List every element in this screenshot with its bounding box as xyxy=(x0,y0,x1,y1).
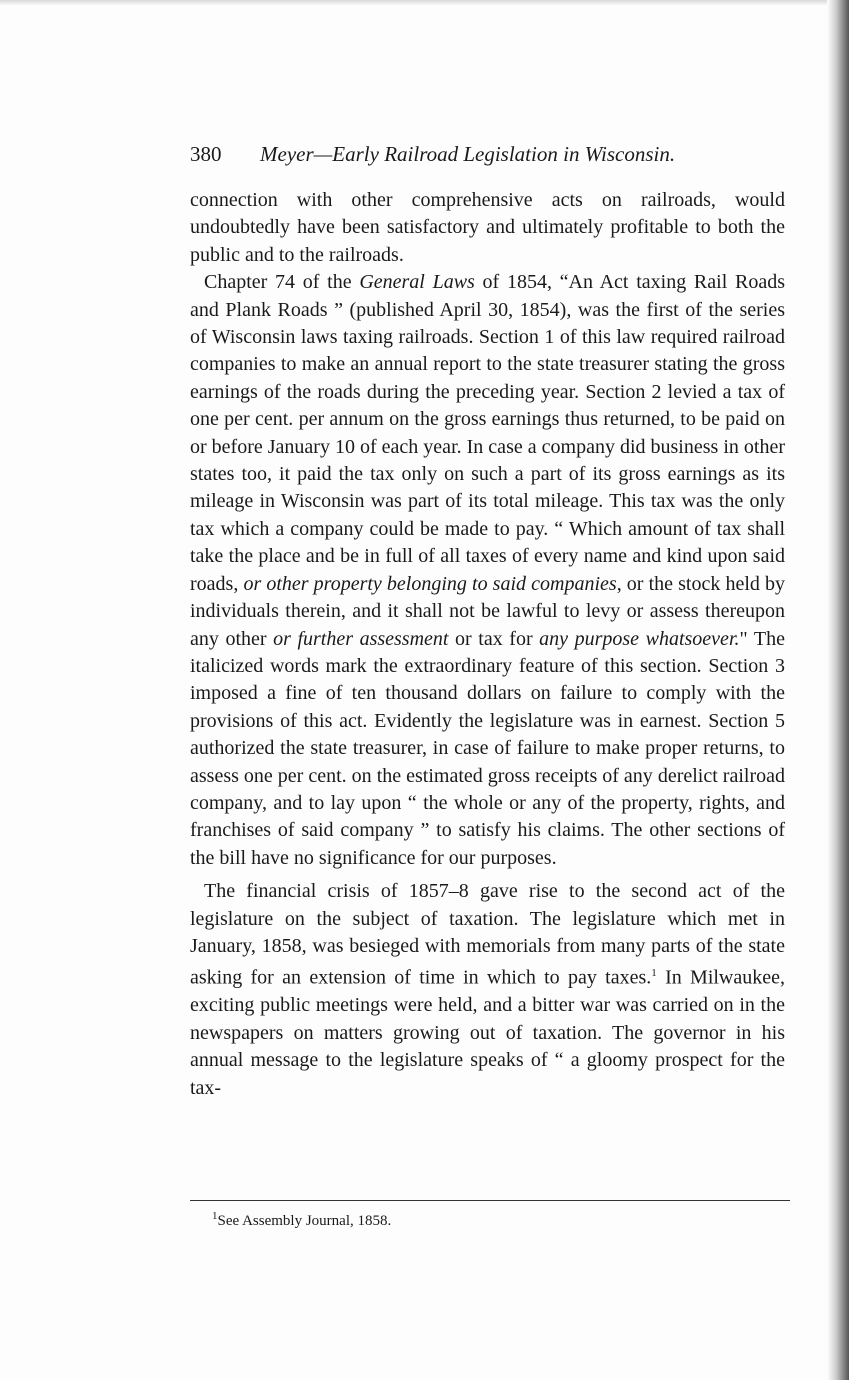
page-number: 380 xyxy=(190,142,222,166)
italic-quote-1: or other property belonging to said companies xyxy=(243,572,617,595)
paragraph-2: Chapter 74 of the General Laws of 1854, “An Act taxing Rail Roads and Plank Roads ” (published April 30, 1854), was the first of the series of Wisconsin laws taxing railroads. Section 1 of this law required railroad companies to make an annual report to the state treasurer stating the gross earnings of the roads during the preceding year. Section 2 levied a tax of one per cent. per annum on the gross earnings thus returned, to be paid on or before January 10 of each year. In case a company did business in other states too, it paid the tax only on such a part of its gross earnings as its mileage in Wisconsin was part of its total mileage. This tax was the only tax which a company could be made to pay. “ Which amount of tax shall take the place and be in full of all taxes of every name and kind upon said roads, or other property belonging to said companies, or the stock held by individuals therein, and it shall not be lawful to levy or assess thereupon any other or further assessment or tax for any purpose whatsoever." The italicized words mark the extraordinary feature of this section. Section 3 imposed a fine of ten thousand dollars on failure to comply with the provisions of this act. Evidently the legislature was in earnest. Section 5 authorized the state treasurer, in case of failure to make proper returns, to assess one per cent. on the estimated gross receipts of any derelict railroad company, and to lay upon “ the whole or any of the property, rights, and franchises of said company ” to satisfy his claims. The other sections of the bill have no significance for our purposes. xyxy=(190,271,785,869)
italic-quote-2: or further assessment xyxy=(273,627,449,650)
page-top-edge xyxy=(0,0,849,6)
footnote-text: See Assembly Journal, 1858. xyxy=(217,1213,392,1229)
italic-general-laws: General Laws xyxy=(359,271,475,294)
running-head: Meyer—Early Railroad Legislation in Wisconsin. xyxy=(260,142,676,166)
body-text xyxy=(190,187,785,1102)
paragraph-3: The financial crisis of 1857–8 gave rise to the second act of the legislature on the subject of taxation. The legislature which met in January, 1858, was besieged with memorials from many parts of the state asking for an extension of time in which to pay taxes.$^1$ In Milwaukee, exciting public meetings were held, and a bitter war was carried on in the newspapers on matters growing out of taxation. The governor in his annual message to the legislature speaks of “ a gloomy prospect for the tax- xyxy=(190,880,786,1099)
footnote xyxy=(212,1210,391,1230)
page-right-edge xyxy=(827,0,849,1380)
italic-quote-3: any purpose whatsoever. xyxy=(539,627,740,650)
footnote-marker: 1 xyxy=(212,1210,218,1222)
footnote-divider xyxy=(190,1200,790,1201)
paragraph-1: connection with other comprehensive acts on railroads, would undoubtedly have been satisfactory and ultimately profitable to both the public and to the railroads. xyxy=(190,189,785,266)
footnote-reference: 1 xyxy=(651,967,657,980)
page-header xyxy=(190,140,790,170)
